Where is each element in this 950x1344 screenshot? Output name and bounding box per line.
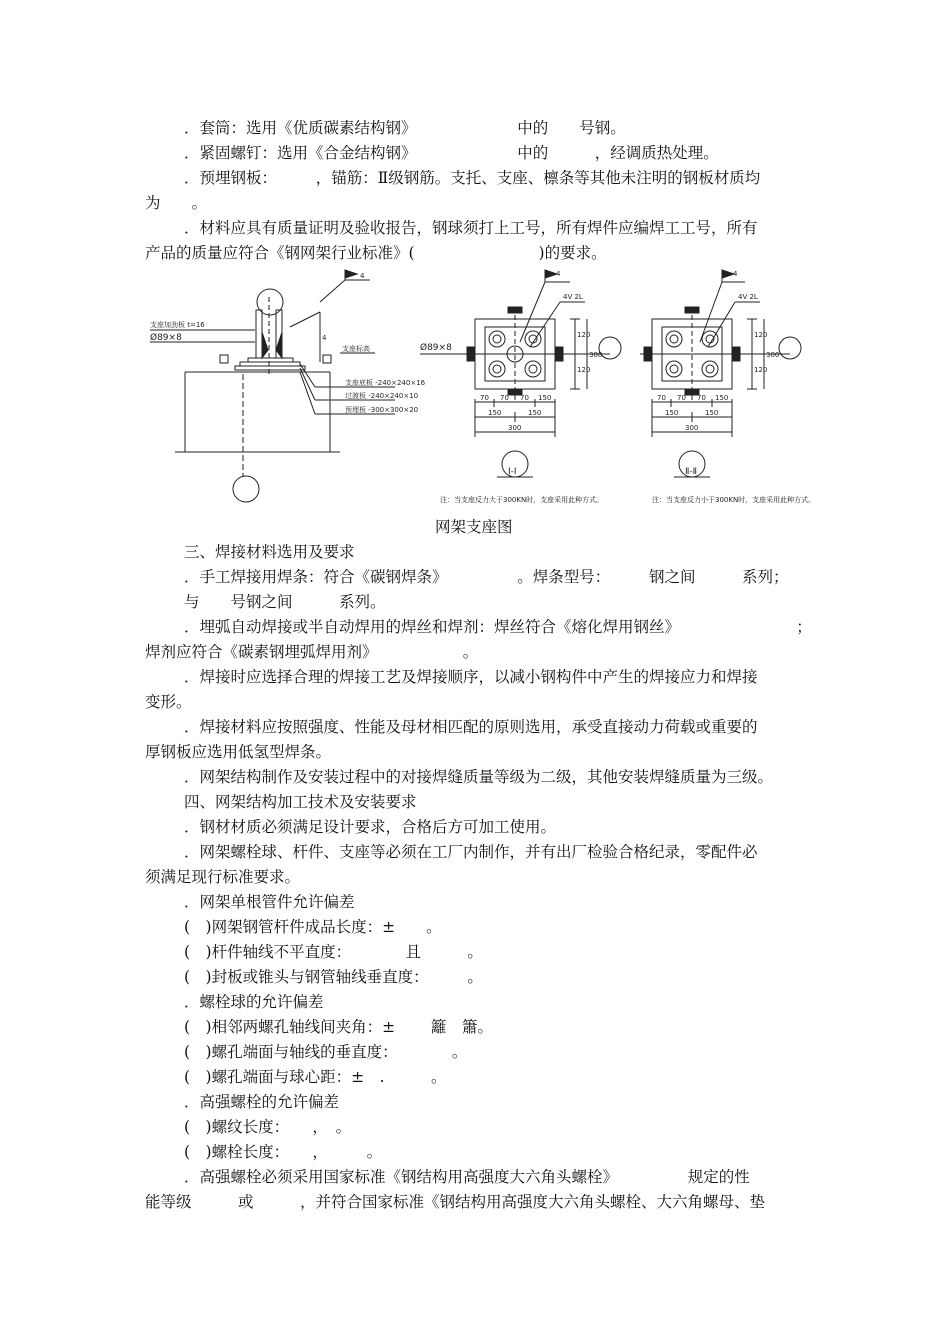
dim-mid-top-3: 70 <box>520 394 529 402</box>
text-line-b19: ( )相邻两螺孔轴线间夹角：± 籬 簫。 <box>184 1018 494 1036</box>
text-line-b14: ．网架单根管件允许偏差 <box>184 893 355 911</box>
text-line-b26: 能等级 或 ，并符合国家标准《钢结构用高强度大六角头螺栓、大六角螺母、垫 <box>145 1193 766 1211</box>
dim-mid-bot-2: 150 <box>528 409 542 417</box>
label-flag-left: 4 <box>360 272 365 280</box>
label-transition-plate: 过渡板 -240×240×10 <box>345 392 419 400</box>
text-line-1: ．套筒：选用《优质碳素结构钢》 中的 号钢。 <box>184 119 626 137</box>
section-heading-3: 三、焊接材料选用及要求 <box>184 543 355 561</box>
dim-right-right-total: 300 <box>766 351 780 359</box>
dim-right-top-3: 70 <box>697 394 706 402</box>
label-stiffener: 支座加劲板 t=16 <box>150 321 205 329</box>
dim-mid-right-total: 300 <box>589 351 603 359</box>
dim-right-bot-1: 150 <box>665 409 679 417</box>
support-diagram <box>0 262 950 522</box>
text-line-b3: ．埋弧自动焊接或半自动焊用的焊丝和焊剂：焊丝符合《熔化焊用钢丝》 ； <box>184 618 812 636</box>
dim-right-top-2: 70 <box>677 394 686 402</box>
label-elevation: 支座标高 <box>342 345 370 353</box>
figure-caption: 网架支座图 <box>435 518 513 536</box>
text-line-4: 为 。 <box>145 194 208 212</box>
text-line-b18: ．螺栓球的允许偏差 <box>184 993 324 1011</box>
text-line-b2: 与 号钢之间 系列。 <box>184 593 386 611</box>
dim-right-right-2: 120 <box>754 366 768 374</box>
label-pipe-mid: Ø89×8 <box>420 343 452 353</box>
dim-right-right-1: 120 <box>754 331 768 339</box>
note-mid: 注：当支座反力大于300KN时，支座采用此种方式。 <box>440 496 604 504</box>
label-pipe-left: Ø89×8 <box>150 333 182 343</box>
text-line-b6: 变形。 <box>145 693 192 711</box>
text-line-5: ．材料应具有质量证明及验收报告，钢球须打上工号，所有焊件应编焊工工号，所有 <box>184 219 758 237</box>
section-label-right: Ⅱ-Ⅱ <box>685 467 698 477</box>
text-line-b15: ( )网架钢管杆件成品长度：± 。 <box>184 918 442 936</box>
dim-mid-bot-1: 150 <box>488 409 502 417</box>
dim-mid-top-4: 150 <box>538 394 552 402</box>
text-line-b25: ．高强螺栓必须采用国家标准《钢结构用高强度大六角头螺栓》 规定的性 <box>184 1168 750 1186</box>
text-line-b8: 厚钢板应选用低氢型焊条。 <box>145 743 332 761</box>
label-flag-mid: 4 <box>556 270 561 278</box>
text-line-b21: ( )螺孔端面与球心距：± . 。 <box>184 1068 447 1086</box>
text-line-b9: ．网架结构制作及安装过程中的对接焊缝质量等级为二级，其他安装焊缝质量为三级。 <box>184 768 774 786</box>
label-flag-right: 4 <box>733 270 738 278</box>
dim-right-top-1: 70 <box>657 394 666 402</box>
dim-mid-right-1: 120 <box>577 331 591 339</box>
dim-mid-top-1: 70 <box>480 394 489 402</box>
text-line-b4: 焊剂应符合《碳素钢埋弧焊用剂》 。 <box>145 643 479 661</box>
label-tag-left: 4 <box>322 334 327 342</box>
label-weld-mid: 4V 2L <box>563 293 583 301</box>
text-line-b11: ．钢材材质必须满足设计要求，合格后方可加工使用。 <box>184 818 557 836</box>
text-line-b23: ( )螺纹长度： ， 。 <box>184 1118 352 1136</box>
text-line-b24: ( )螺栓长度： ， 。 <box>184 1143 383 1161</box>
note-right: 注：当支座反力小于300KN时，支座采用此种方式。 <box>652 496 816 504</box>
label-base-plate: 支座底板 -240×240×16 <box>345 379 426 387</box>
detail-circle-left-bottom <box>233 476 259 502</box>
text-line-b1: ．手工焊接用焊条：符合《碳钢焊条》 。焊条型号： 钢之间 系列； <box>184 568 789 586</box>
dim-mid-bot-total: 300 <box>508 424 522 432</box>
dim-right-bot-total: 300 <box>685 424 699 432</box>
label-weld-right: 4V 2L <box>738 293 758 301</box>
section-heading-4: 四、网架结构加工技术及安装要求 <box>184 793 417 811</box>
text-line-6: 产品的质量应符合《钢网架行业标准》( )的要求。 <box>145 244 607 262</box>
text-line-b20: ( )螺孔端面与轴线的垂直度： 。 <box>184 1043 468 1061</box>
text-line-b16: ( )杆件轴线不平直度： 且 。 <box>184 943 483 961</box>
dim-right-top-4: 150 <box>715 394 729 402</box>
text-line-b5: ．焊接时应选择合理的焊接工艺及焊接顺序，以减小钢构件中产生的焊接应力和焊接 <box>184 668 758 686</box>
text-line-b13: 须满足现行标准要求。 <box>145 868 301 886</box>
text-line-2: ．紧固螺钉：选用《合金结构钢》 中的 ，经调质热处理。 <box>184 144 719 162</box>
text-line-b7: ．焊接材料应按照强度、性能及母材相匹配的原则选用，承受直接动力荷载或重要的 <box>184 718 758 736</box>
text-line-b12: ．网架螺栓球、杆件、支座等必须在工厂内制作，并有出厂检验合格纪录，零配件必 <box>184 843 758 861</box>
dim-right-bot-2: 150 <box>705 409 719 417</box>
label-embed-plate: 预埋板 -300×300×20 <box>345 406 419 414</box>
dim-mid-right-2: 120 <box>577 366 591 374</box>
dim-mid-top-2: 70 <box>500 394 509 402</box>
text-line-b22: ．高强螺栓的允许偏差 <box>184 1093 340 1111</box>
detail-circle-left-top <box>257 289 283 315</box>
text-line-3: ．预埋钢板： ，锚筋：Ⅱ级钢筋。支托、支座、檩条等其他未注明的钢板材质均 <box>184 169 761 187</box>
text-line-b17: ( )封板或锥头与钢管轴线垂直度： 。 <box>184 968 483 986</box>
section-label-mid: Ⅰ-Ⅰ <box>508 467 517 477</box>
